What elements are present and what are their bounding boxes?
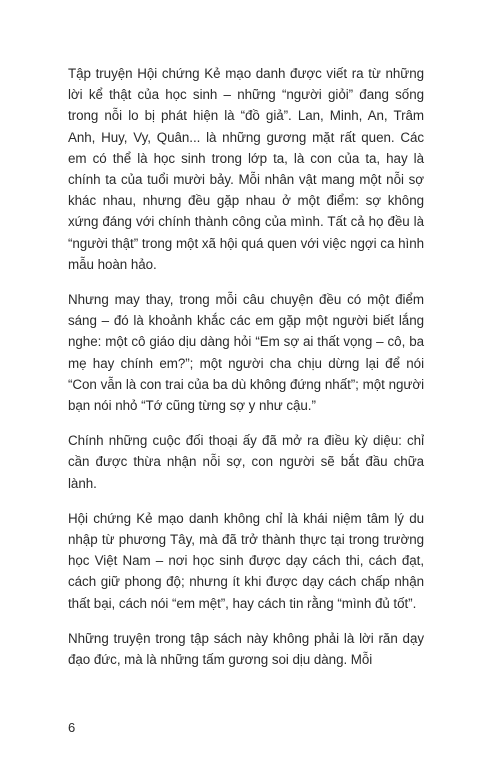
paragraph-3: Chính những cuộc đối thoại ấy đã mở ra điều kỳ diệu: chỉ cần được thừa nhận nỗi sợ, con người sẽ bắt đầu chữa lành. [68, 433, 424, 491]
paragraph-4: Hội chứng Kẻ mạo danh không chỉ là khái niệm tâm lý du nhập từ phương Tây, mà đã trở thành thực tại trong trường học Việt Nam – nơi học sinh được dạy cách thi, cách đạt, cách giữ phong độ; nhưng ít khi được dạy cách chấp nhận thất bại, cách nói “em mệt”, hay cách tin rằng “mình đủ tốt”. [68, 510, 424, 611]
paragraph-5: Những truyện trong tập sách này không phải là lời răn dạy đạo đức, mà là những tấm gương soi dịu dàng. Mỗi [68, 630, 424, 668]
paragraph-1: Tập truyện Hội chứng Kẻ mạo danh được viết ra từ những lời kể thật của học sinh – những “người giỏi” đang sống trong nỗi lo bị phát hiện là “đồ giả”. Lan, Minh, An, Trâm Anh, Huy, Vy, Quân... là những gương mặt rất quen. Các em có thể là học sinh trong lớp ta, là con của ta, hay là chính ta của tuổi mười bảy. Mỗi nhân vật mang một nỗi sợ khác nhau, nhưng đều gặp nhau ở một điểm: sợ không xứng đáng với chính thành công của mình. Tất cả họ đều là “người thật” trong một xã hội quá quen với việc ngợi ca hình mẫu hoàn hảo. [68, 66, 424, 272]
paragraph-2: Nhưng may thay, trong mỗi câu chuyện đều có một điểm sáng – đó là khoảnh khắc các em gặp một người biết lắng nghe: một cô giáo dịu dàng hỏi “Em sợ ai thất vọng – cô, ba mẹ hay chính em?”; một người cha chịu dừng lại để nói “Con vẫn là con trai của ba dù không đứng nhất”; một người bạn nói nhỏ “Tớ cũng từng sợ y như cậu.” [68, 292, 424, 414]
body-text [68, 63, 424, 684]
page-number: 6 [68, 720, 76, 735]
